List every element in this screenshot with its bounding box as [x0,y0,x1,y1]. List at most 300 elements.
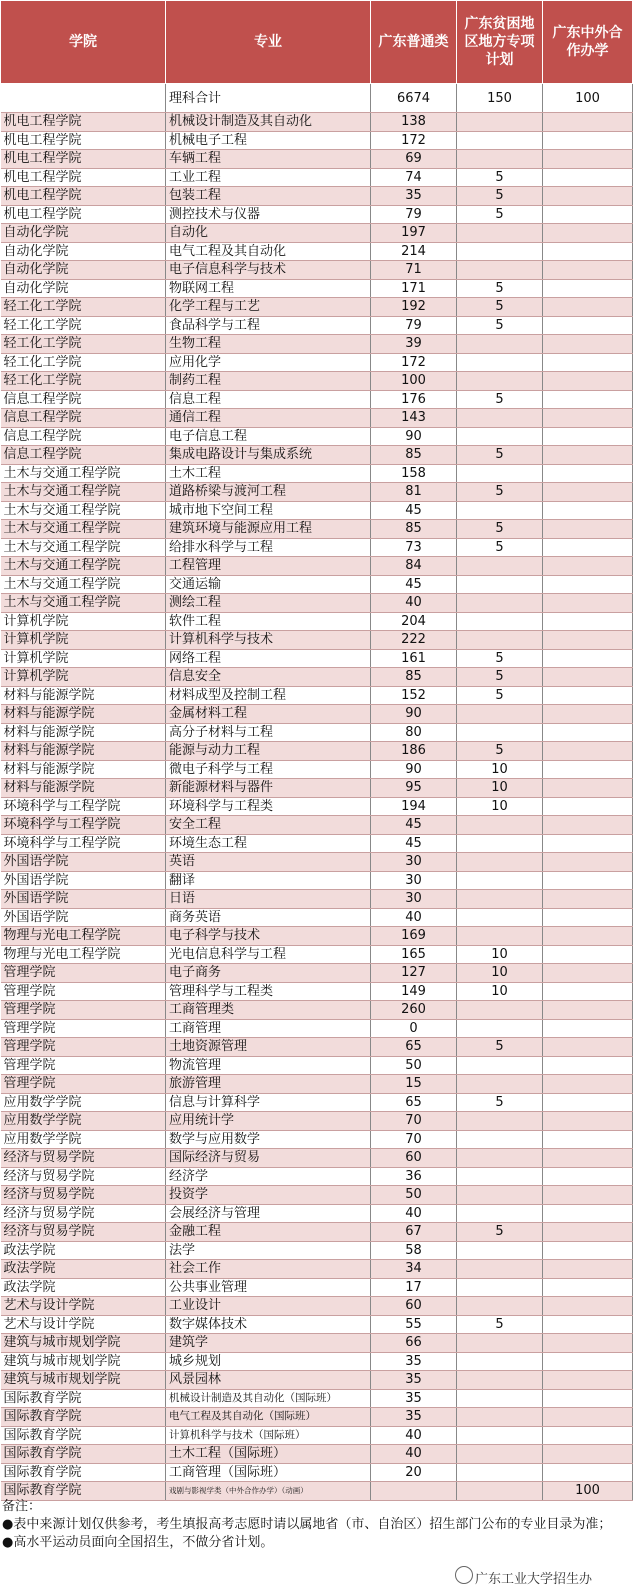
cell-general: 197 [371,224,457,243]
cell-major: 微电子科学与工程 [166,760,371,779]
cell-coop [543,1463,633,1482]
table-row [1,1019,633,1038]
cell-major: 工商管理 [166,1019,371,1038]
cell-college: 管理学院 [1,1019,166,1038]
cell-poor-area: 10 [457,797,543,816]
cell-general: 81 [371,483,457,502]
cell-poor-area [457,908,543,927]
cell-general: 35 [371,1371,457,1390]
cell-major: 工商管理类 [166,1001,371,1020]
cell-poor-area [457,1241,543,1260]
cell-poor-area: 5 [457,298,543,317]
cell-college: 材料与能源学院 [1,686,166,705]
cell-college: 外国语学院 [1,853,166,872]
cell-coop [543,945,633,964]
table-row [1,427,633,446]
cell-major: 机械电子工程 [166,131,371,150]
cell-coop [543,1167,633,1186]
table-row [1,834,633,853]
cell-general: 17 [371,1278,457,1297]
cell-poor-area: 5 [457,1315,543,1334]
cell-poor-area [457,834,543,853]
cell-major: 软件工程 [166,612,371,631]
cell-general: 40 [371,1445,457,1464]
cell-coop [543,261,633,280]
cell-poor-area [457,1075,543,1094]
cell-college: 土木与交通工程学院 [1,464,166,483]
cell-major: 网络工程 [166,649,371,668]
cell-college: 外国语学院 [1,908,166,927]
table-row [1,187,633,206]
cell-major: 信息安全 [166,668,371,687]
cell-major: 金融工程 [166,1223,371,1242]
cell-major: 数学与应用数学 [166,1130,371,1149]
cell-general: 149 [371,982,457,1001]
cell-poor-area [457,1352,543,1371]
cell-coop [543,1278,633,1297]
cell-general: 194 [371,797,457,816]
table-row [1,686,633,705]
cell-general: 39 [371,335,457,354]
cell-poor-area [457,1056,543,1075]
cell-major: 应用统计学 [166,1112,371,1131]
cell-major: 化学工程与工艺 [166,298,371,317]
cell-college: 计算机学院 [1,631,166,650]
cell-poor-area: 5 [457,205,543,224]
cell-poor-area [457,1445,543,1464]
cell-general: 84 [371,557,457,576]
cell-college: 国际教育学院 [1,1482,166,1501]
cell-coop [543,1056,633,1075]
watermark: 广东工业大学招生办 [475,1572,593,1587]
total-college [1,84,166,113]
table-row [1,797,633,816]
cell-major: 环境生态工程 [166,834,371,853]
table-row [1,945,633,964]
cell-poor-area: 5 [457,390,543,409]
cell-major: 商务英语 [166,908,371,927]
cell-poor-area [457,557,543,576]
cell-coop [543,575,633,594]
table-row [1,1389,633,1408]
cell-coop [543,760,633,779]
cell-major: 工程管理 [166,557,371,576]
cell-coop [543,668,633,687]
table-row [1,298,633,317]
cell-general: 127 [371,964,457,983]
cell-coop [543,131,633,150]
table-row [1,1426,633,1445]
cell-major: 社会工作 [166,1260,371,1279]
cell-general: 40 [371,1204,457,1223]
cell-major: 包装工程 [166,187,371,206]
cell-general: 45 [371,816,457,835]
header-poor-area: 广东贫困地区地方专项计划 [457,1,543,84]
cell-coop [543,927,633,946]
cell-coop [543,1297,633,1316]
cell-major: 材料成型及控制工程 [166,686,371,705]
cell-major: 电气工程及其自动化 [166,242,371,261]
cell-coop [543,1149,633,1168]
cell-major: 经济学 [166,1167,371,1186]
cell-general: 15 [371,1075,457,1094]
cell-college: 建筑与城市规划学院 [1,1371,166,1390]
cell-poor-area [457,1186,543,1205]
cell-coop [543,1334,633,1353]
cell-coop [543,1112,633,1131]
table-row [1,594,633,613]
cell-college: 政法学院 [1,1278,166,1297]
cell-major: 新能源材料与器件 [166,779,371,798]
cell-poor-area [457,1167,543,1186]
cell-college: 管理学院 [1,1001,166,1020]
table-row [1,1056,633,1075]
table-row [1,316,633,335]
cell-major: 测绘工程 [166,594,371,613]
table-row [1,1038,633,1057]
cell-major: 车辆工程 [166,150,371,169]
cell-coop [543,316,633,335]
table-row [1,335,633,354]
cell-college: 材料与能源学院 [1,705,166,724]
cell-coop [543,1038,633,1057]
cell-major: 电气工程及其自动化（国际班） [166,1408,371,1427]
cell-poor-area: 5 [457,279,543,298]
cell-general: 90 [371,760,457,779]
cell-general: 260 [371,1001,457,1020]
cell-general: 85 [371,668,457,687]
cell-poor-area: 5 [457,538,543,557]
table-row [1,205,633,224]
cell-general: 186 [371,742,457,761]
cell-major: 法学 [166,1241,371,1260]
cell-college: 外国语学院 [1,890,166,909]
cell-poor-area: 5 [457,168,543,187]
table-row [1,1297,633,1316]
cell-coop [543,1186,633,1205]
table-row [1,742,633,761]
cell-coop [543,1001,633,1020]
cell-college: 物理与光电工程学院 [1,927,166,946]
cell-poor-area [457,409,543,428]
cell-general: 45 [371,834,457,853]
cell-poor-area [457,1408,543,1427]
cell-major: 电子信息科学与技术 [166,261,371,280]
cell-general: 50 [371,1056,457,1075]
cell-general: 71 [371,261,457,280]
cell-college: 环境科学与工程学院 [1,834,166,853]
cell-general: 60 [371,1149,457,1168]
cell-general: 40 [371,908,457,927]
cell-general: 35 [371,1389,457,1408]
cell-college: 国际教育学院 [1,1445,166,1464]
cell-major: 翻译 [166,871,371,890]
table-row [1,631,633,650]
cell-general: 165 [371,945,457,964]
cell-college: 国际教育学院 [1,1389,166,1408]
header-coop: 广东中外合作办学 [543,1,633,84]
cell-coop [543,1389,633,1408]
cell-general: 70 [371,1112,457,1131]
cell-coop [543,390,633,409]
cell-college: 应用数学学院 [1,1112,166,1131]
notes [2,1498,634,1552]
cell-general: 158 [371,464,457,483]
cell-poor-area: 5 [457,742,543,761]
cell-poor-area: 5 [457,446,543,465]
cell-college: 材料与能源学院 [1,779,166,798]
cell-major: 电子科学与技术 [166,927,371,946]
cell-major: 旅游管理 [166,1075,371,1094]
cell-general: 35 [371,187,457,206]
table-row [1,1463,633,1482]
table-row [1,483,633,502]
cell-coop [543,187,633,206]
cell-general: 169 [371,927,457,946]
cell-poor-area: 10 [457,982,543,1001]
cell-poor-area: 5 [457,649,543,668]
table-row [1,1334,633,1353]
table-row [1,1075,633,1094]
cell-college: 应用数学学院 [1,1130,166,1149]
cell-college: 轻工化工学院 [1,353,166,372]
cell-major: 土地资源管理 [166,1038,371,1057]
cell-poor-area [457,1371,543,1390]
cell-coop [543,1260,633,1279]
cell-major: 测控技术与仪器 [166,205,371,224]
cell-poor-area: 5 [457,1093,543,1112]
cell-general: 20 [371,1463,457,1482]
cell-poor-area [457,612,543,631]
cell-major: 环境科学与工程类 [166,797,371,816]
cell-major: 制药工程 [166,372,371,391]
cell-major: 城乡规划 [166,1352,371,1371]
cell-general: 34 [371,1260,457,1279]
cell-college: 材料与能源学院 [1,742,166,761]
cell-college: 机电工程学院 [1,150,166,169]
header-college: 学院 [1,1,166,84]
cell-coop [543,1223,633,1242]
cell-college: 管理学院 [1,964,166,983]
cell-college: 经济与贸易学院 [1,1167,166,1186]
cell-coop [543,557,633,576]
cell-poor-area [457,890,543,909]
table-row [1,557,633,576]
cell-coop [543,205,633,224]
table-row [1,1260,633,1279]
cell-college: 经济与贸易学院 [1,1186,166,1205]
cell-college: 计算机学院 [1,668,166,687]
cell-coop [543,409,633,428]
cell-coop [543,446,633,465]
cell-poor-area [457,464,543,483]
cell-poor-area [457,1297,543,1316]
cell-college: 艺术与设计学院 [1,1297,166,1316]
cell-major: 信息与计算科学 [166,1093,371,1112]
cell-general: 60 [371,1297,457,1316]
cell-poor-area: 10 [457,945,543,964]
cell-poor-area [457,594,543,613]
cell-coop [543,816,633,835]
table-row [1,890,633,909]
cell-major: 通信工程 [166,409,371,428]
cell-major: 工商管理（国际班） [166,1463,371,1482]
cell-major: 土木工程 [166,464,371,483]
cell-college: 计算机学院 [1,612,166,631]
table-row [1,538,633,557]
cell-general: 58 [371,1241,457,1260]
cell-major: 英语 [166,853,371,872]
cell-general: 36 [371,1167,457,1186]
table-row [1,575,633,594]
total-poor-area: 150 [457,84,543,113]
cell-coop [543,372,633,391]
cell-poor-area: 5 [457,520,543,539]
table-row [1,1445,633,1464]
cell-coop [543,705,633,724]
cell-poor-area: 5 [457,1223,543,1242]
cell-college: 土木与交通工程学院 [1,575,166,594]
table-row [1,668,633,687]
cell-college: 经济与贸易学院 [1,1223,166,1242]
cell-general: 80 [371,723,457,742]
cell-coop [543,1130,633,1149]
cell-college: 物理与光电工程学院 [1,945,166,964]
cell-poor-area [457,427,543,446]
cell-poor-area [457,261,543,280]
cell-college: 艺术与设计学院 [1,1315,166,1334]
cell-general: 171 [371,279,457,298]
notes-line-2: ●高水平运动员面向全国招生，不做分省计划。 [2,1535,274,1550]
table-row [1,612,633,631]
cell-poor-area [457,242,543,261]
cell-general: 90 [371,705,457,724]
cell-general: 55 [371,1315,457,1334]
cell-poor-area: 5 [457,316,543,335]
cell-coop [543,1408,633,1427]
table-row [1,1241,633,1260]
cell-general: 70 [371,1130,457,1149]
cell-coop [543,501,633,520]
cell-major: 应用化学 [166,353,371,372]
table-row [1,1204,633,1223]
cell-coop [543,1445,633,1464]
cell-coop: 100 [543,1482,633,1501]
table-row [1,261,633,280]
cell-college: 信息工程学院 [1,390,166,409]
cell-college: 机电工程学院 [1,187,166,206]
cell-poor-area [457,927,543,946]
cell-general: 67 [371,1223,457,1242]
table-row [1,1278,633,1297]
cell-major: 电子商务 [166,964,371,983]
cell-general: 74 [371,168,457,187]
cell-major: 信息工程 [166,390,371,409]
cell-coop [543,520,633,539]
cell-college: 土木与交通工程学院 [1,557,166,576]
cell-major: 自动化 [166,224,371,243]
cell-coop [543,797,633,816]
cell-coop [543,1241,633,1260]
cell-college: 材料与能源学院 [1,760,166,779]
table-row [1,501,633,520]
cell-coop [543,242,633,261]
cell-coop [543,1315,633,1334]
cell-major: 能源与动力工程 [166,742,371,761]
cell-general: 30 [371,871,457,890]
cell-major: 城市地下空间工程 [166,501,371,520]
cell-coop [543,834,633,853]
total-coop: 100 [543,84,633,113]
cell-general: 35 [371,1408,457,1427]
cell-major: 风景园林 [166,1371,371,1390]
table-row [1,446,633,465]
cell-general: 69 [371,150,457,169]
table-row [1,131,633,150]
cell-college: 信息工程学院 [1,446,166,465]
cell-poor-area [457,816,543,835]
cell-coop [543,353,633,372]
cell-college: 环境科学与工程学院 [1,797,166,816]
cell-poor-area [457,372,543,391]
cell-coop [543,594,633,613]
cell-poor-area [457,705,543,724]
cell-general: 100 [371,372,457,391]
cell-college: 管理学院 [1,982,166,1001]
cell-general: 204 [371,612,457,631]
cell-poor-area [457,353,543,372]
table-row [1,1371,633,1390]
table-row [1,168,633,187]
cell-major: 电子信息工程 [166,427,371,446]
cell-coop [543,1204,633,1223]
cell-coop [543,224,633,243]
cell-college: 经济与贸易学院 [1,1204,166,1223]
cell-coop [543,1371,633,1390]
table-row [1,1352,633,1371]
table-row [1,1093,633,1112]
cell-poor-area: 10 [457,779,543,798]
cell-college: 国际教育学院 [1,1426,166,1445]
cell-major: 建筑环境与能源应用工程 [166,520,371,539]
cell-college: 自动化学院 [1,279,166,298]
cell-coop [543,964,633,983]
cell-college: 土木与交通工程学院 [1,538,166,557]
cell-major: 安全工程 [166,816,371,835]
cell-college: 机电工程学院 [1,168,166,187]
cell-coop [543,1093,633,1112]
cell-poor-area [457,1149,543,1168]
table-row [1,224,633,243]
cell-coop [543,335,633,354]
cell-coop [543,890,633,909]
table-row [1,908,633,927]
cell-coop [543,908,633,927]
table-row [1,150,633,169]
table-row [1,520,633,539]
cell-poor-area [457,1001,543,1020]
cell-general: 85 [371,520,457,539]
cell-major: 物联网工程 [166,279,371,298]
cell-coop [543,464,633,483]
cell-poor-area [457,501,543,520]
table-row [1,1315,633,1334]
cell-coop [543,612,633,631]
cell-major: 金属材料工程 [166,705,371,724]
cell-poor-area: 10 [457,760,543,779]
table-row [1,353,633,372]
header-major: 专业 [166,1,371,84]
